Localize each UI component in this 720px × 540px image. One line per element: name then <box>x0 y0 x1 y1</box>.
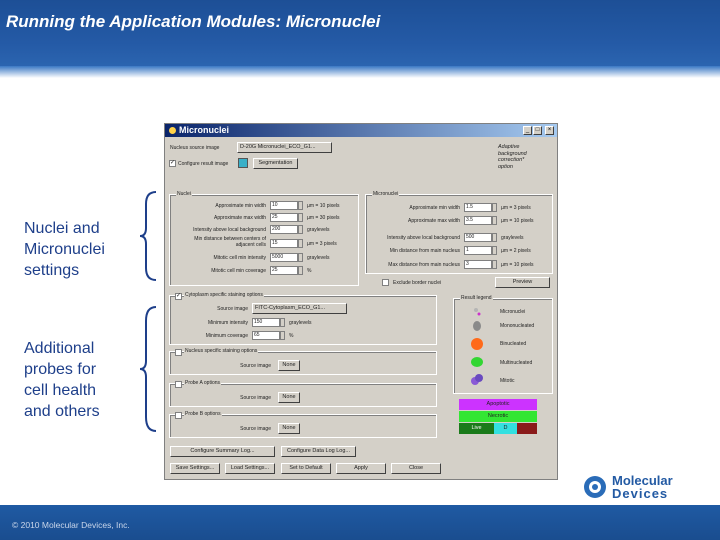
d-bar: D <box>494 423 517 434</box>
probe-b-source-select[interactable]: None <box>278 423 300 434</box>
mn-intensity-spin[interactable] <box>492 233 497 242</box>
nuclei-row-label: Mitotic cell min coverage <box>211 268 266 274</box>
minimize-button[interactable]: _ <box>523 126 532 135</box>
legend-item: Micronuclei <box>500 309 526 315</box>
apoptotic-bar: Apoptotic <box>459 399 537 410</box>
group-title: Probe A options <box>185 380 221 386</box>
nuclei-row-label: Mitotic cell min intensity <box>213 255 266 261</box>
micronuclei-row-label: Min distance from main nucleus <box>389 248 460 254</box>
window-title: Micronuclei <box>179 125 230 135</box>
micronuclei-row-unit: µm = 10 pixels <box>501 262 534 268</box>
slide-header <box>0 0 720 78</box>
nuclei-group <box>169 191 359 286</box>
mn-intensity-field[interactable]: 500 <box>464 233 492 242</box>
probe-a-source-select[interactable]: None <box>278 392 300 403</box>
note-line: Adaptive <box>498 144 520 150</box>
annotation-line: settings <box>24 262 80 279</box>
annotation-probes <box>24 338 100 422</box>
group-title: Micronuclei <box>373 191 399 197</box>
nucleus-source-label: Source image <box>240 363 271 369</box>
mitotic-icon <box>470 373 484 387</box>
configure-data-log-button[interactable]: Configure Data Log Log... <box>281 446 356 457</box>
set-default-button[interactable]: Set to Default <box>281 463 331 474</box>
micronuclei-row-unit: µm = 2 pixels <box>501 248 531 254</box>
cytoplasm-group <box>169 292 437 345</box>
cyto-min-coverage-field[interactable]: 65 <box>252 331 280 340</box>
cyto-row-label: Minimum coverage <box>205 333 248 339</box>
cytoplasm-checkbox[interactable]: ✓ <box>176 293 182 299</box>
micronuclei-row-label: Intensity above local background <box>387 235 460 241</box>
annotation-line: probes for <box>24 361 97 378</box>
mitotic-coverage-spin[interactable] <box>298 266 303 275</box>
configure-result-checkbox[interactable]: ✓ <box>170 160 176 166</box>
brace-nuclei <box>138 190 158 282</box>
save-settings-button[interactable]: Save Settings... <box>170 463 220 474</box>
nuclei-row-unit: µm = 10 pixels <box>307 203 340 209</box>
nuclei-min-distance-spin[interactable] <box>298 239 303 248</box>
cyto-min-coverage-spin[interactable] <box>280 331 285 340</box>
mn-max-width-field[interactable]: 3.5 <box>464 216 492 225</box>
group-title: Nuclei <box>177 191 191 197</box>
mn-max-distance-field[interactable]: 3 <box>464 260 492 269</box>
close-dialog-button[interactable]: Close <box>391 463 441 474</box>
probe-b-group <box>169 411 437 438</box>
micronuclei-window <box>164 123 558 480</box>
exclude-border-label: Exclude border nuclei <box>393 280 442 286</box>
nuclei-row-label: Min distance between centers of adjacent cells <box>194 236 266 248</box>
dead-bar-swatch <box>517 423 537 434</box>
slide-footer <box>0 505 720 540</box>
micronuclei-icon <box>472 307 482 317</box>
nucleus-specific-group <box>169 348 437 375</box>
cyto-row-label: Minimum intensity <box>207 320 248 326</box>
mn-min-distance-field[interactable]: 1 <box>464 246 492 255</box>
mitotic-coverage-field[interactable]: 25 <box>270 266 298 275</box>
note-line: correction* <box>498 157 525 163</box>
mn-max-width-spin[interactable] <box>492 216 497 225</box>
nuclei-intensity-field[interactable]: 200 <box>270 225 298 234</box>
nucleus-source-select[interactable]: None <box>278 360 300 371</box>
nuclei-max-width-field[interactable]: 25 <box>270 213 298 222</box>
probe-b-checkbox[interactable] <box>175 412 182 419</box>
annotation-line: cell health <box>24 382 97 399</box>
cyto-source-select[interactable]: FITC-Cytoplasm_ECO_G1... <box>252 303 347 314</box>
cyto-row-unit: % <box>289 333 294 339</box>
result-legend <box>453 295 553 394</box>
annotation-line: Nuclei and <box>24 220 100 237</box>
mononucleated-icon <box>472 321 482 331</box>
cyto-source-label: Source image <box>217 306 248 312</box>
close-button[interactable]: × <box>545 126 554 135</box>
brace-probes <box>138 305 158 433</box>
probe-a-checkbox[interactable] <box>175 381 182 388</box>
nucleus-specific-checkbox[interactable] <box>175 349 182 356</box>
logo-line: Devices <box>612 486 669 501</box>
header-band <box>0 66 720 78</box>
nuclei-intensity-spin[interactable] <box>298 225 303 234</box>
load-settings-button[interactable]: Load Settings... <box>225 463 275 474</box>
nuclei-row-unit: graylevels <box>307 227 330 233</box>
micronuclei-row-unit: µm = 3 pixels <box>501 205 531 211</box>
logo-line: Molecular <box>612 473 673 488</box>
necrotic-bar: Necrotic <box>459 411 537 422</box>
nuclei-row-unit: % <box>307 268 312 274</box>
mn-min-width-field[interactable]: 1.5 <box>464 203 492 212</box>
cyto-min-intensity-spin[interactable] <box>280 318 285 327</box>
mn-max-distance-spin[interactable] <box>492 260 497 269</box>
adaptive-note <box>498 144 527 170</box>
group-title: Probe B options <box>185 411 221 417</box>
app-icon <box>168 126 177 135</box>
copyright: © 2010 Molecular Devices, Inc. <box>12 520 130 530</box>
cyto-min-intensity-field[interactable]: 150 <box>252 318 280 327</box>
micronuclei-row-unit: µm = 10 pixels <box>501 218 534 224</box>
annotation-line: Micronuclei <box>24 241 105 258</box>
nuclei-row-unit: µm = 3 pixels <box>307 241 337 247</box>
micronuclei-row-unit: graylevels <box>501 235 524 241</box>
legend-item: Mononucleated <box>500 323 535 329</box>
note-line: background <box>498 150 527 157</box>
nuclei-max-width-spin[interactable] <box>298 213 303 222</box>
molecular-devices-logo <box>582 474 692 502</box>
mitotic-intensity-field[interactable]: 5000 <box>270 253 298 262</box>
nuclei-row-label: Approximate min width <box>215 203 266 209</box>
legend-item: Binucleated <box>500 341 527 347</box>
probe-a-source-label: Source image <box>240 395 271 401</box>
mn-min-distance-spin[interactable] <box>492 246 497 255</box>
group-title: Nucleus specific staining options <box>185 348 258 354</box>
group-title: Result legend <box>461 295 492 301</box>
micronuclei-row-label: Max distance from main nucleus <box>388 262 460 268</box>
multinucleated-icon <box>470 355 484 369</box>
cyto-row-unit: graylevels <box>289 320 312 326</box>
nuclei-min-width-spin[interactable] <box>298 201 303 210</box>
source-image-select[interactable]: D-20G Micronuclei_ECO_G1... <box>237 142 332 153</box>
nuclei-min-distance-field[interactable]: 15 <box>270 239 298 248</box>
micronuclei-group <box>365 191 553 274</box>
micronuclei-row-label: Approximate max width <box>408 218 460 224</box>
segmentation-button[interactable]: Segmentation <box>253 158 298 169</box>
preview-button[interactable]: Preview <box>495 277 550 288</box>
nuclei-row-label: Intensity above local background <box>193 227 266 233</box>
logo-text <box>612 474 673 500</box>
configure-result-label: Configure result image <box>178 161 229 167</box>
exclude-border-checkbox[interactable] <box>382 279 389 286</box>
source-image-label: Nucleus source image <box>170 145 220 151</box>
configure-summary-log-button[interactable]: Configure Summary Log... <box>170 446 275 457</box>
annotation-nuclei <box>24 218 105 281</box>
slide-title: Running the Application Modules: Micronuclei <box>6 12 381 31</box>
binucleated-icon <box>470 337 484 351</box>
annotation-line: Additional <box>24 340 95 357</box>
result-image-swatch[interactable] <box>238 158 248 168</box>
probe-a-group <box>169 380 437 407</box>
nuclei-row-label: Approximate max width <box>214 215 266 221</box>
nuclei-row-unit: µm = 30 pixels <box>307 215 340 221</box>
window-titlebar[interactable] <box>165 124 557 137</box>
nuclei-min-width-field[interactable]: 10 <box>270 201 298 210</box>
legend-item: Mitotic <box>500 378 515 384</box>
micronuclei-row-label: Approximate min width <box>409 205 460 211</box>
annotation-line: and others <box>24 403 100 420</box>
maximize-button[interactable]: □ <box>533 126 542 135</box>
probe-b-source-label: Source image <box>240 426 271 432</box>
mn-min-width-spin[interactable] <box>492 203 497 212</box>
nuclei-row-unit: graylevels <box>307 255 330 261</box>
legend-item: Multinucleated <box>500 360 533 366</box>
group-title: Cytoplasm specific staining options <box>185 292 263 298</box>
logo-icon <box>582 474 608 500</box>
mitotic-intensity-spin[interactable] <box>298 253 303 262</box>
live-bar: Live <box>459 423 494 434</box>
apply-button[interactable]: Apply <box>336 463 386 474</box>
note-line: option <box>498 163 513 170</box>
